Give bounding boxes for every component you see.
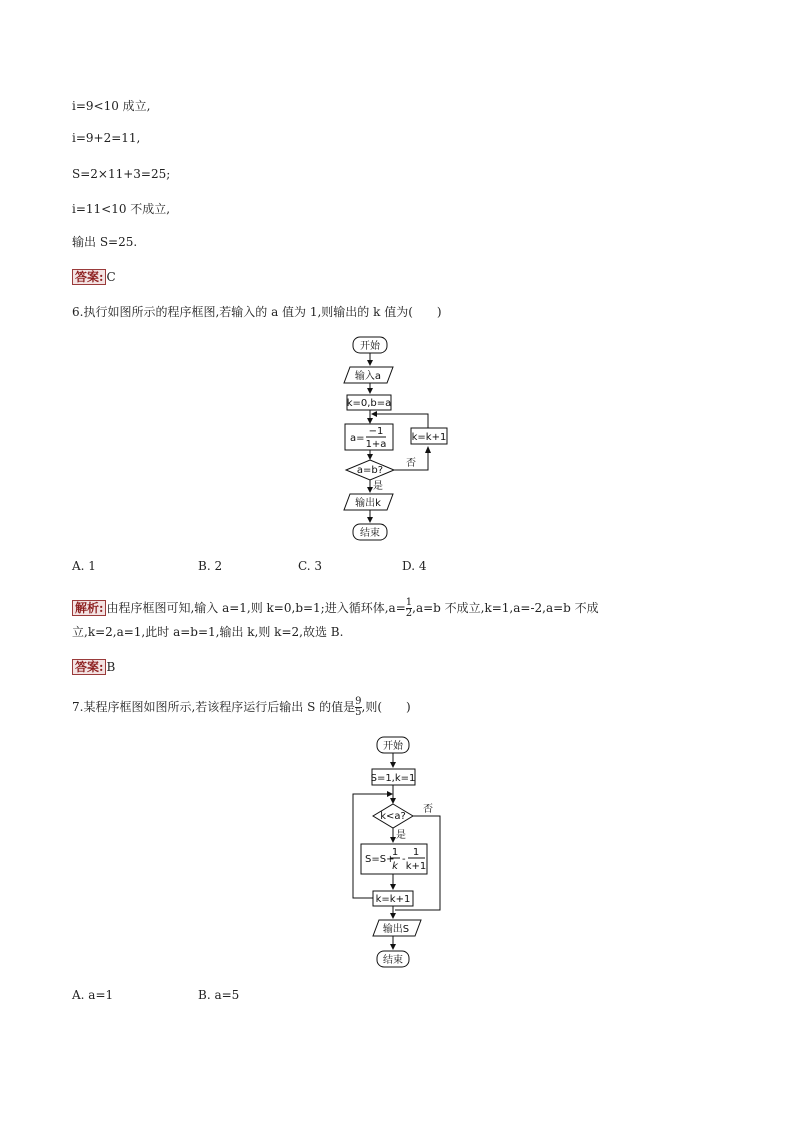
q6-input-label: 输入a [354,371,382,382]
q6-end-label: 结束 [360,528,380,539]
q6-analysis-line-1 [72,598,599,619]
q6-assign-lhs: a= [350,433,365,444]
q7-frac1-num: 1 [391,847,399,858]
q6-analysis-text-b: ,a=b 不成立,k=1,a=-2,a=b 不成 [412,601,599,615]
q7-frac1-den: k [392,861,398,872]
q7-minus: - [402,854,406,865]
solution-line-4: i=11<10 不成立, [72,202,171,216]
q7-option-a: A. a=1 [72,988,114,1002]
q6-option-d: D. 4 [402,559,427,573]
solution-line-2: i=9+2=11, [72,131,141,145]
q7-yes-label: 是 [396,830,406,841]
q7-init-label: S=1,k=1 [370,773,416,784]
q6-analysis-line-2: 立,k=2,a=1,此时 a=b=1,输出 k,则 k=2,故选 B. [72,625,344,639]
q7-stem-text-a: 7.某程序框图如图所示,若该程序运行后输出 S 的值是 [72,700,356,714]
q6-incr-label: k=k+1 [411,432,447,443]
q7-stem-text-b: ,则( ) [361,700,411,714]
q6-decision-label: a=b? [356,465,384,476]
q6-assign-den: 1+a [365,439,387,450]
q7-start-label: 开始 [383,741,403,752]
q6-option-c: C. 3 [298,559,323,573]
q7-frac2-num: 1 [412,847,420,858]
answer-row-6 [72,659,115,675]
q6-start-label: 开始 [360,341,380,352]
answer-value: B [106,660,116,674]
q6-option-a: A. 1 [72,559,96,573]
q7-output-label: 输出S [382,924,410,935]
q6-output-label: 输出k [355,498,381,509]
q7-decision-label: k<a? [380,811,406,822]
solution-line-3: S=2×11+3=25; [72,167,171,181]
flowchart-q6 [330,332,480,547]
solution-line-5: 输出 S=25. [72,235,138,249]
q6-yes-label: 是 [373,481,383,492]
q7-frac2-den: k+1 [405,861,427,872]
question-7-stem [72,697,411,718]
q6-analysis-frac-den: 2 [405,608,413,619]
q6-analysis-frac-num: 1 [405,597,413,608]
q7-end-label: 结束 [383,955,403,966]
q7-body-lhs: S=S+ [365,854,395,865]
q7-incr-label: k=k+1 [375,894,411,905]
q7-stem-frac-num: 9 [355,696,362,707]
q6-option-b: B. 2 [198,559,223,573]
q6-analysis-text-a: 由程序框图可知,输入 a=1,则 k=0,b=1;进入循环体,a= [106,601,406,615]
q6-init-label: k=0,b=a [346,398,392,409]
flowchart-q7 [345,732,455,972]
question-6-stem: 6.执行如图所示的程序框图,若输入的 a 值为 1,则输出的 k 值为( ) [72,305,442,319]
answer-tag: 答案: [72,269,106,285]
answer-row-5 [72,269,116,285]
q7-option-b: B. a=5 [198,988,240,1002]
q7-no-label: 否 [423,804,433,815]
q6-assign-num: −1 [368,426,384,437]
solution-line-1: i=9<10 成立, [72,99,151,113]
answer-tag: 答案: [72,659,106,675]
q7-stem-frac-den: 5 [355,707,362,718]
answer-value: C [106,270,116,284]
analysis-tag: 解析: [72,600,106,616]
q6-no-label: 否 [406,458,416,469]
